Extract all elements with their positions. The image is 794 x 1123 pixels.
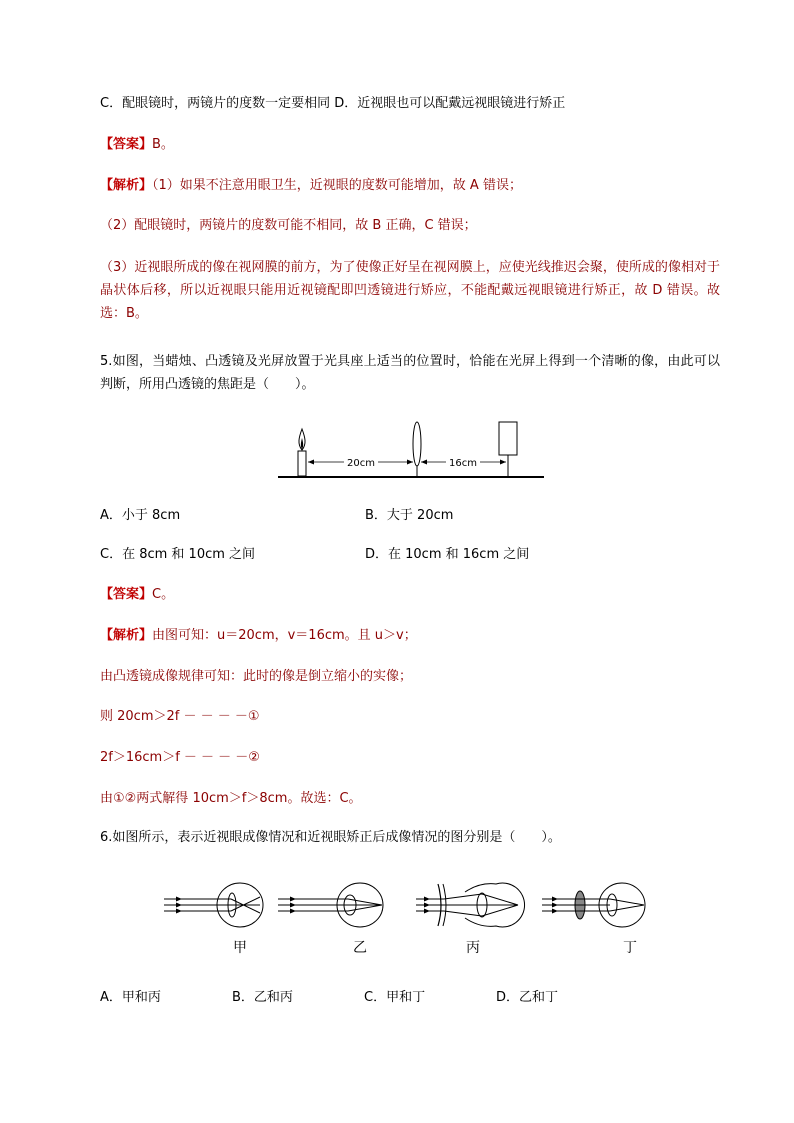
q4-analysis-1: [100, 176, 522, 196]
eye-diagram-ding: [542, 883, 645, 956]
q5-stem: 5.如图，当蜡烛、凸透镜及光屏放置于光具座上适当的位置时，恰能在光屏上得到一个清晰的像，由此可以判断，所用凸透镜的焦距是（ ）。: [100, 354, 720, 392]
label-bing: 丙: [466, 940, 480, 956]
convex-lens-icon: [413, 422, 421, 466]
light-screen-icon: [499, 422, 517, 455]
q5-analysis-3: 则 20cm＞2f － － － －①: [100, 709, 260, 724]
q6-option-d[interactable]: D．乙和丁: [496, 990, 559, 1005]
q5-answer: [100, 585, 174, 605]
analysis-text: 由图可知：u＝20cm，v＝16cm。且 u＞v；: [152, 628, 417, 643]
q5-analysis-5: 由①②两式解得 10cm＞f＞8cm。故选：C。: [100, 791, 362, 806]
answer-value: C。: [152, 587, 175, 602]
q6-option-a[interactable]: A．甲和丙: [100, 990, 161, 1005]
q5-option-b[interactable]: B．大于 20cm: [365, 508, 454, 523]
eye-diagram-jia: [164, 883, 263, 956]
candle-icon: [298, 451, 306, 476]
q6-option-b[interactable]: B．乙和丙: [232, 990, 293, 1005]
analysis-tag: 【解析】: [100, 628, 153, 643]
answer-tag: 【答案】: [100, 587, 153, 602]
eye-diagram-bing: [416, 883, 525, 956]
answer-value: B。: [152, 137, 174, 152]
q6-stem: 6.如图所示，表示近视眼成像情况和近视眼矫正后成像情况的图分别是（ ）。: [100, 830, 561, 845]
analysis-text: （1）如果不注意用眼卫生，近视眼的度数可能增加，故 A 错误；: [152, 178, 522, 193]
eye-diagram-yi: [278, 883, 383, 956]
q5-option-c[interactable]: C．在 8cm 和 10cm 之间: [100, 547, 256, 562]
q5-analysis-4: 2f＞16cm＞f － － － －②: [100, 750, 260, 765]
q5-analysis-1: [100, 626, 417, 646]
distance-left-label: 20cm: [347, 458, 375, 469]
q6-figure-eye-diagrams: [160, 872, 680, 962]
distance-right-label: 16cm: [449, 458, 477, 469]
analysis-tag: 【解析】: [100, 178, 153, 193]
q4-analysis-3: （3）近视眼所成的像在视网膜的前方，为了使像正好呈在视网膜上，应使光线推迟会聚，使所成的像相对于晶状体后移，所以近视眼只能用近视镜配即凹透镜进行矫应，不能配戴远视眼镜进行矫正，故 D 错误。故选：B。: [100, 260, 720, 321]
q5-analysis-2: 由凸透镜成像规律可知：此时的像是倒立缩小的实像；: [100, 669, 413, 684]
q4-options-cd: C．配眼镜时，两镜片的度数一定要相同 D．近视眼也可以配戴远视眼镜进行矫正: [100, 96, 566, 111]
q4-answer: [100, 135, 174, 155]
q5-figure-optical-bench: [270, 420, 550, 482]
label-ding: 丁: [623, 940, 637, 956]
q4-analysis-2: （2）配眼镜时，两镜片的度数可能不相同，故 B 正确，C 错误；: [100, 218, 477, 233]
q5-option-d[interactable]: D．在 10cm 和 16cm 之间: [365, 547, 530, 562]
q6-option-c[interactable]: C．甲和丁: [364, 990, 426, 1005]
q5-option-a[interactable]: A．小于 8cm: [100, 508, 181, 523]
answer-tag: 【答案】: [100, 137, 153, 152]
label-yi: 乙: [353, 940, 367, 956]
label-jia: 甲: [233, 940, 247, 956]
